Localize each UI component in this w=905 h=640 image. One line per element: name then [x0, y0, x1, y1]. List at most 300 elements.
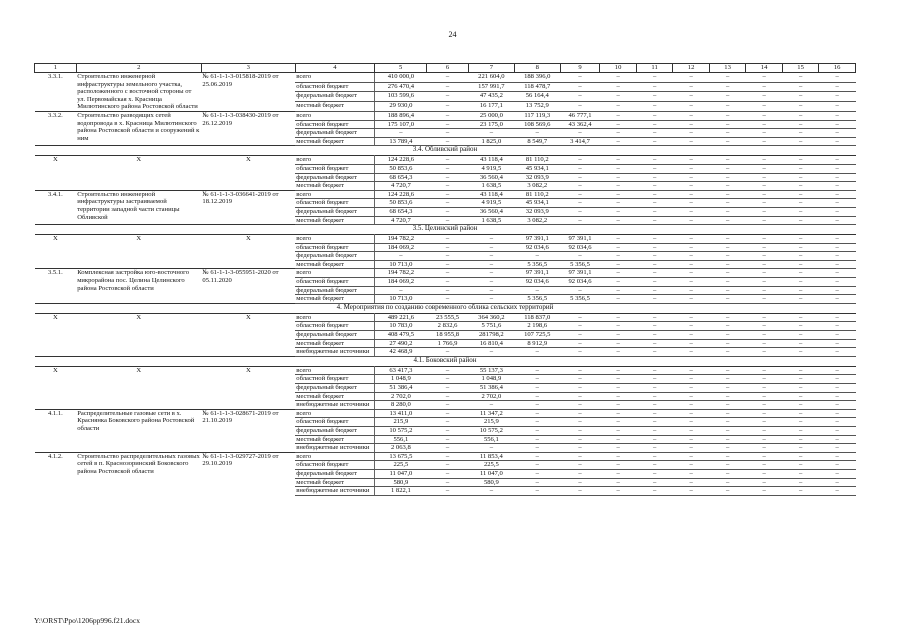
table-row: [35, 111, 856, 120]
amount-cell: 29 930,0: [375, 102, 427, 112]
document-reference: № 61-1-1-3-038430-2019 от 26.12.2019: [201, 111, 295, 145]
amount-cell: –: [600, 286, 637, 295]
amount-cell: –: [673, 339, 710, 348]
funding-source: всего: [295, 73, 374, 83]
amount-cell: –: [782, 182, 819, 191]
item-number: X: [35, 235, 77, 269]
amount-cell: 45 934,1: [514, 164, 560, 173]
column-number-row: [35, 64, 856, 73]
amount-cell: –: [782, 269, 819, 278]
amount-cell: –: [746, 260, 783, 269]
amount-cell: –: [819, 286, 856, 295]
amount-cell: –: [427, 102, 469, 112]
column-number-header: 3: [201, 64, 295, 73]
amount-cell: –: [819, 435, 856, 444]
amount-cell: 5 356,5: [514, 295, 560, 304]
amount-cell: 194 782,2: [375, 269, 427, 278]
amount-cell: –: [636, 487, 673, 496]
amount-cell: 10 713,0: [375, 295, 427, 304]
amount-cell: 580,9: [375, 478, 427, 487]
amount-cell: –: [819, 102, 856, 112]
amount-cell: –: [673, 444, 710, 453]
amount-cell: 4 919,5: [468, 199, 514, 208]
amount-cell: –: [709, 375, 746, 384]
document-reference: № 61-1-1-3-055951-2020 от 05.11.2020: [201, 269, 295, 303]
amount-cell: –: [746, 156, 783, 165]
amount-cell: –: [427, 260, 469, 269]
amount-cell: –: [560, 207, 600, 216]
amount-cell: –: [560, 216, 600, 225]
amount-cell: –: [673, 348, 710, 357]
amount-cell: 364 360,2: [468, 313, 514, 322]
amount-cell: –: [636, 190, 673, 199]
amount-cell: –: [673, 92, 710, 102]
amount-cell: –: [636, 418, 673, 427]
amount-cell: 124 228,6: [375, 156, 427, 165]
amount-cell: 5 356,5: [514, 260, 560, 269]
amount-cell: –: [709, 129, 746, 138]
program-funding-table: [34, 63, 856, 496]
amount-cell: 13 675,5: [375, 452, 427, 461]
amount-cell: –: [782, 339, 819, 348]
amount-cell: –: [782, 164, 819, 173]
amount-cell: –: [560, 129, 600, 138]
amount-cell: 103 599,6: [375, 92, 427, 102]
amount-cell: –: [746, 461, 783, 470]
amount-cell: –: [709, 322, 746, 331]
amount-cell: –: [709, 235, 746, 244]
amount-cell: –: [782, 331, 819, 340]
amount-cell: –: [514, 487, 560, 496]
amount-cell: –: [514, 469, 560, 478]
amount-cell: –: [636, 92, 673, 102]
amount-cell: –: [819, 73, 856, 83]
amount-cell: –: [673, 173, 710, 182]
document-reference: X: [201, 235, 295, 269]
amount-cell: –: [636, 199, 673, 208]
amount-cell: –: [709, 366, 746, 375]
column-number-header: 10: [600, 64, 637, 73]
item-number: X: [35, 156, 77, 190]
amount-cell: –: [636, 384, 673, 393]
amount-cell: 5 356,5: [560, 260, 600, 269]
amount-cell: –: [600, 252, 637, 261]
amount-cell: –: [468, 444, 514, 453]
amount-cell: 188 896,4: [375, 111, 427, 120]
amount-cell: –: [673, 409, 710, 418]
amount-cell: –: [673, 295, 710, 304]
amount-cell: –: [746, 418, 783, 427]
amount-cell: –: [746, 216, 783, 225]
amount-cell: –: [673, 487, 710, 496]
amount-cell: –: [819, 156, 856, 165]
table-row: [35, 409, 856, 418]
amount-cell: 184 069,2: [375, 278, 427, 287]
amount-cell: –: [673, 216, 710, 225]
amount-cell: –: [746, 366, 783, 375]
amount-cell: –: [560, 348, 600, 357]
amount-cell: –: [427, 401, 469, 410]
amount-cell: –: [673, 375, 710, 384]
amount-cell: –: [468, 269, 514, 278]
item-number: X: [35, 313, 77, 356]
amount-cell: –: [819, 82, 856, 92]
amount-cell: –: [709, 339, 746, 348]
amount-cell: –: [560, 102, 600, 112]
amount-cell: 3 082,2: [514, 182, 560, 191]
amount-cell: 23 175,0: [468, 120, 514, 129]
amount-cell: 13 411,0: [375, 409, 427, 418]
amount-cell: –: [560, 409, 600, 418]
document-reference: X: [201, 313, 295, 356]
amount-cell: 43 118,4: [468, 190, 514, 199]
amount-cell: –: [673, 129, 710, 138]
amount-cell: –: [819, 452, 856, 461]
amount-cell: –: [560, 444, 600, 453]
column-number-header: 9: [560, 64, 600, 73]
section-title: 3.5. Целинский район: [35, 225, 856, 235]
amount-cell: –: [709, 92, 746, 102]
amount-cell: –: [782, 156, 819, 165]
amount-cell: 2 832,6: [427, 322, 469, 331]
table-row: [35, 366, 856, 375]
amount-cell: 556,1: [468, 435, 514, 444]
table-row: [35, 73, 856, 83]
funding-source: всего: [295, 269, 374, 278]
amount-cell: –: [427, 286, 469, 295]
amount-cell: –: [819, 92, 856, 102]
item-name: X: [76, 235, 201, 269]
amount-cell: –: [560, 199, 600, 208]
amount-cell: –: [709, 418, 746, 427]
amount-cell: –: [746, 73, 783, 83]
amount-cell: –: [782, 111, 819, 120]
funding-source: всего: [295, 190, 374, 199]
amount-cell: –: [636, 243, 673, 252]
amount-cell: –: [427, 478, 469, 487]
amount-cell: –: [819, 235, 856, 244]
amount-cell: –: [746, 286, 783, 295]
amount-cell: –: [514, 286, 560, 295]
amount-cell: –: [782, 401, 819, 410]
amount-cell: –: [709, 207, 746, 216]
funding-source: федеральный бюджет: [295, 286, 374, 295]
amount-cell: 32 093,9: [514, 207, 560, 216]
amount-cell: –: [782, 444, 819, 453]
item-name: X: [76, 156, 201, 190]
amount-cell: –: [600, 384, 637, 393]
amount-cell: 10 783,0: [375, 322, 427, 331]
amount-cell: 46 777,1: [560, 111, 600, 120]
amount-cell: 56 164,4: [514, 92, 560, 102]
amount-cell: –: [709, 392, 746, 401]
amount-cell: –: [560, 286, 600, 295]
amount-cell: –: [514, 366, 560, 375]
amount-cell: –: [468, 260, 514, 269]
amount-cell: –: [709, 286, 746, 295]
funding-source: местный бюджет: [295, 339, 374, 348]
amount-cell: –: [709, 401, 746, 410]
amount-cell: 1 766,9: [427, 339, 469, 348]
amount-cell: 107 725,5: [514, 331, 560, 340]
amount-cell: –: [782, 243, 819, 252]
amount-cell: –: [636, 366, 673, 375]
section-title-row: [35, 356, 856, 366]
section-title-row: [35, 146, 856, 156]
amount-cell: 2 702,0: [468, 392, 514, 401]
amount-cell: –: [636, 313, 673, 322]
amount-cell: 1 825,0: [468, 137, 514, 146]
amount-cell: –: [746, 207, 783, 216]
document-reference: X: [201, 366, 295, 409]
amount-cell: –: [673, 435, 710, 444]
amount-cell: –: [709, 190, 746, 199]
amount-cell: –: [782, 366, 819, 375]
amount-cell: –: [673, 207, 710, 216]
amount-cell: –: [819, 313, 856, 322]
amount-cell: –: [560, 313, 600, 322]
amount-cell: –: [782, 418, 819, 427]
amount-cell: –: [427, 384, 469, 393]
amount-cell: –: [709, 199, 746, 208]
amount-cell: –: [819, 252, 856, 261]
amount-cell: –: [673, 401, 710, 410]
amount-cell: –: [819, 207, 856, 216]
amount-cell: –: [636, 322, 673, 331]
amount-cell: –: [427, 444, 469, 453]
amount-cell: 194 782,2: [375, 235, 427, 244]
amount-cell: –: [468, 235, 514, 244]
amount-cell: –: [782, 469, 819, 478]
amount-cell: –: [746, 102, 783, 112]
amount-cell: 92 034,6: [560, 278, 600, 287]
item-number: 3.3.2.: [35, 111, 77, 145]
amount-cell: –: [709, 164, 746, 173]
amount-cell: 108 569,6: [514, 120, 560, 129]
amount-cell: –: [746, 375, 783, 384]
amount-cell: –: [636, 235, 673, 244]
amount-cell: –: [427, 461, 469, 470]
amount-cell: –: [782, 102, 819, 112]
amount-cell: –: [819, 444, 856, 453]
item-name: Распределительные газовые сети в х. Краснянка Боковского района Ростовской области: [76, 409, 201, 452]
amount-cell: –: [427, 199, 469, 208]
amount-cell: –: [427, 92, 469, 102]
item-number: 3.4.1.: [35, 190, 77, 224]
amount-cell: 117 119,3: [514, 111, 560, 120]
amount-cell: –: [819, 190, 856, 199]
funding-source: местный бюджет: [295, 102, 374, 112]
amount-cell: –: [782, 120, 819, 129]
section-title: 4.1. Боковский район: [35, 356, 856, 366]
amount-cell: –: [427, 469, 469, 478]
amount-cell: –: [600, 331, 637, 340]
item-number: 4.1.1.: [35, 409, 77, 452]
amount-cell: 25 000,0: [468, 111, 514, 120]
amount-cell: –: [636, 348, 673, 357]
amount-cell: –: [560, 478, 600, 487]
amount-cell: –: [636, 252, 673, 261]
document-reference: X: [201, 156, 295, 190]
amount-cell: –: [746, 409, 783, 418]
amount-cell: –: [600, 401, 637, 410]
amount-cell: –: [709, 137, 746, 146]
amount-cell: –: [636, 156, 673, 165]
amount-cell: –: [819, 375, 856, 384]
amount-cell: –: [782, 452, 819, 461]
amount-cell: –: [673, 426, 710, 435]
funding-source: федеральный бюджет: [295, 469, 374, 478]
amount-cell: –: [514, 444, 560, 453]
amount-cell: –: [819, 469, 856, 478]
amount-cell: 408 479,5: [375, 331, 427, 340]
document-reference: № 61-1-1-3-028671-2019 от 21.10.2019: [201, 409, 295, 452]
amount-cell: 4 720,7: [375, 216, 427, 225]
amount-cell: –: [782, 286, 819, 295]
amount-cell: –: [600, 137, 637, 146]
amount-cell: –: [468, 487, 514, 496]
amount-cell: –: [636, 129, 673, 138]
amount-cell: –: [746, 111, 783, 120]
amount-cell: –: [636, 469, 673, 478]
amount-cell: –: [673, 120, 710, 129]
amount-cell: –: [427, 235, 469, 244]
funding-source: областной бюджет: [295, 461, 374, 470]
amount-cell: –: [746, 199, 783, 208]
amount-cell: 50 853,6: [375, 164, 427, 173]
amount-cell: 3 414,7: [560, 137, 600, 146]
amount-cell: –: [600, 392, 637, 401]
amount-cell: –: [746, 173, 783, 182]
amount-cell: –: [746, 190, 783, 199]
funding-source: федеральный бюджет: [295, 129, 374, 138]
amount-cell: –: [673, 418, 710, 427]
table-row: [35, 313, 856, 322]
amount-cell: –: [782, 295, 819, 304]
amount-cell: –: [819, 461, 856, 470]
amount-cell: 92 034,6: [514, 278, 560, 287]
amount-cell: –: [819, 339, 856, 348]
column-number-header: 6: [427, 64, 469, 73]
amount-cell: –: [782, 199, 819, 208]
amount-cell: 489 221,6: [375, 313, 427, 322]
amount-cell: –: [560, 392, 600, 401]
amount-cell: –: [600, 82, 637, 92]
amount-cell: –: [468, 348, 514, 357]
amount-cell: –: [560, 92, 600, 102]
amount-cell: 225,5: [375, 461, 427, 470]
funding-source: всего: [295, 111, 374, 120]
amount-cell: –: [600, 461, 637, 470]
amount-cell: –: [673, 331, 710, 340]
amount-cell: –: [560, 435, 600, 444]
amount-cell: –: [636, 102, 673, 112]
amount-cell: –: [709, 82, 746, 92]
amount-cell: –: [468, 278, 514, 287]
amount-cell: 1 638,5: [468, 182, 514, 191]
amount-cell: –: [514, 435, 560, 444]
amount-cell: –: [746, 269, 783, 278]
amount-cell: –: [427, 82, 469, 92]
amount-cell: 36 560,4: [468, 207, 514, 216]
amount-cell: –: [746, 313, 783, 322]
amount-cell: –: [746, 478, 783, 487]
amount-cell: –: [709, 182, 746, 191]
amount-cell: –: [560, 426, 600, 435]
amount-cell: –: [514, 461, 560, 470]
amount-cell: –: [709, 278, 746, 287]
amount-cell: –: [819, 384, 856, 393]
amount-cell: –: [746, 182, 783, 191]
amount-cell: –: [673, 384, 710, 393]
amount-cell: 157 991,7: [468, 82, 514, 92]
amount-cell: –: [673, 366, 710, 375]
amount-cell: –: [709, 243, 746, 252]
amount-cell: –: [746, 444, 783, 453]
amount-cell: 11 853,4: [468, 452, 514, 461]
amount-cell: –: [560, 82, 600, 92]
amount-cell: –: [746, 82, 783, 92]
amount-cell: –: [673, 111, 710, 120]
amount-cell: 47 435,2: [468, 92, 514, 102]
amount-cell: –: [636, 401, 673, 410]
amount-cell: 97 391,1: [514, 235, 560, 244]
amount-cell: –: [560, 156, 600, 165]
funding-source: внебюджетные источники: [295, 487, 374, 496]
column-number-header: 1: [35, 64, 77, 73]
amount-cell: 276 470,4: [375, 82, 427, 92]
amount-cell: 5 356,5: [560, 295, 600, 304]
amount-cell: –: [468, 401, 514, 410]
amount-cell: 118 837,0: [514, 313, 560, 322]
table-row: [35, 269, 856, 278]
amount-cell: –: [673, 278, 710, 287]
item-name: Комплексная застройка юго-восточного микрорайона пос. Целина Целинского района Ростовской области: [76, 269, 201, 303]
amount-cell: 184 069,2: [375, 243, 427, 252]
amount-cell: –: [673, 478, 710, 487]
amount-cell: –: [636, 286, 673, 295]
amount-cell: –: [782, 73, 819, 83]
amount-cell: –: [746, 452, 783, 461]
amount-cell: –: [514, 418, 560, 427]
amount-cell: –: [746, 401, 783, 410]
amount-cell: 1 048,9: [375, 375, 427, 384]
column-number-header: 12: [673, 64, 710, 73]
amount-cell: –: [709, 348, 746, 357]
funding-source: областной бюджет: [295, 322, 374, 331]
item-name: Строительство инженерной инфраструктуры застраиваемой территории западной части станицы Обливской: [76, 190, 201, 224]
amount-cell: –: [600, 111, 637, 120]
amount-cell: –: [819, 182, 856, 191]
amount-cell: –: [782, 426, 819, 435]
amount-cell: –: [560, 452, 600, 461]
amount-cell: –: [819, 199, 856, 208]
amount-cell: –: [560, 375, 600, 384]
amount-cell: –: [514, 384, 560, 393]
column-number-header: 14: [746, 64, 783, 73]
amount-cell: –: [600, 173, 637, 182]
amount-cell: –: [636, 120, 673, 129]
amount-cell: –: [600, 478, 637, 487]
amount-cell: –: [673, 235, 710, 244]
amount-cell: –: [600, 409, 637, 418]
amount-cell: –: [600, 426, 637, 435]
amount-cell: –: [746, 129, 783, 138]
amount-cell: –: [427, 426, 469, 435]
amount-cell: –: [709, 73, 746, 83]
amount-cell: –: [427, 348, 469, 357]
amount-cell: –: [782, 252, 819, 261]
